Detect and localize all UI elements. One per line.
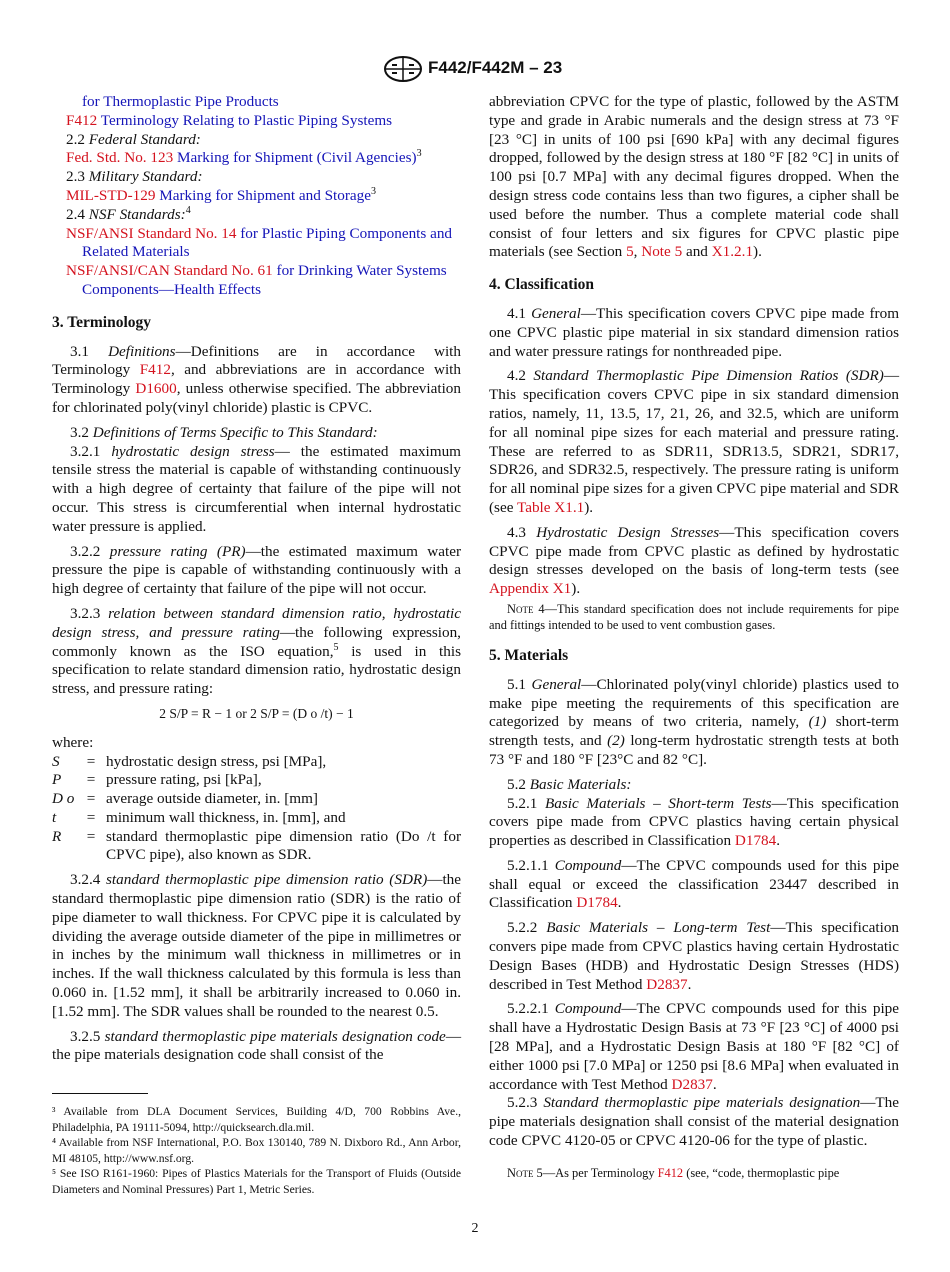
- ref-nsf-61: [52, 262, 461, 300]
- para-3-2-1: 3.2.1 hydrostatic design stress— the estimated maximum tensile stress the material is capable of withstanding continuously with a high degree of certainty that failure of the pipe will not occur. This stress is circumferential when internal hydrostatic water pressure is applied.: [52, 442, 461, 535]
- note-4: Note 4—This standard specification does not include requirements for pipe and fittings intended to be used to vent combustion gases.: [489, 601, 899, 632]
- para-5-2-3: 5.2.3 Standard thermoplastic pipe materials designation—The pipe materials designation shall consist of the material designation code CPVC 4120-05 or CPVC 4120-06 for the type of plastic.: [489, 1094, 899, 1150]
- link-appendix-x1[interactable]: Appendix X1: [489, 580, 572, 598]
- para-5-2-2: 5.2.2 Basic Materials – Long-term Test—This specification convers pipe made from CPVC plastics having certain Hydrostatic Design Bases (HDB) and Hydrostatic Design Stresses (HDS) described in Test Method D2837.: [489, 919, 900, 993]
- para-3-1: 3.1 Definitions—Definitions are in accordance with Terminology F412, and abbreviations are in accordance with Terminology D1600, unless otherwise specified. The abbreviation for chlorinated poly(vinyl chloride) plastic is CPVC.: [52, 342, 461, 416]
- document-id: F442/F442M – 23: [428, 58, 563, 77]
- link-note5-f412[interactable]: F412: [657, 1165, 684, 1180]
- astm-logo-icon: [383, 56, 423, 82]
- section-2-3: 2.3 Military Standard:: [66, 168, 203, 186]
- left-column: [52, 93, 461, 1071]
- link-d2837-b[interactable]: D2837: [671, 1075, 713, 1093]
- variable-row: P = pressure rating, psi [kPa],: [52, 771, 262, 789]
- para-3-2-5: 3.2.5 standard thermoplastic pipe materials designation code—the pipe materials designation code shall consist of the: [52, 1027, 461, 1064]
- ref-fed-std: Fed. Std. No. 123 Marking for Shipment (Civil Agencies)$^3$: [66, 148, 422, 167]
- link-d2837[interactable]: D2837: [646, 975, 688, 993]
- para-3-2-4: 3.2.4 standard thermoplastic pipe dimension ratio (SDR)—the standard thermoplastic pipe dimension ratio (SDR) is the ratio of pipe diameter to wall thickness. For CPVC pipe it is calculated by dividing the average outside diameter of the pipe in millimetres or in inches by the minimum wall thickness in millimetres or in inches. If the wall thickness calculated by this formula is less than 0.060 in. [1.52 mm], it shall be arbitrarily increased to 0.060 in. [1.52 mm]. The SDR values shall be rounded to the nearest 0.5.: [52, 871, 461, 1020]
- iso-equation: 2 S/P = R − 1 or 2 S/P = (D o /t) − 1: [159, 705, 354, 721]
- variable-row: S = hydrostatic design stress, psi [MPa],: [52, 752, 327, 770]
- link-d1784[interactable]: D1784: [734, 832, 777, 850]
- heading-classification: 4. Classification: [489, 276, 595, 294]
- ref-link[interactable]: for Thermoplastic Pipe Products: [82, 93, 279, 110]
- para-3-2: 3.2 Definitions of Terms Specific to This Standard:: [70, 423, 378, 441]
- para-4-1: 4.1 General—This specification covers CPVC pipe made from one CPVC plastic pipe material in six standard dimension ratios and water pressure ratings for nonthreaded pipe.: [489, 304, 900, 360]
- ref-fed-id[interactable]: Fed. Std. No. 123: [66, 149, 174, 167]
- para-4-2: 4.2 Standard Thermoplastic Pipe Dimension Ratios (SDR)—This specification covers CPVC pipe in six standard dimension ratios, namely, 11, 13.5, 17, 21, 26, and 32.5, which are uniform for all nominal pipe sizes for each material and pressure rating. These are referred to as SDR11, SDR13.5, SDR21, SDR17, SDR26, and SDR32.5, respectively. The pressure rating is uniform for all nominal pipe sizes for a given CPVC pipe material and SDR (see Table X1.1).: [489, 367, 899, 516]
- section-2-4: 2.4 NSF Standards:$^4$: [66, 204, 191, 223]
- ref-mil-std: MIL-STD-129 Marking for Shipment and Storage$^3$: [66, 185, 376, 204]
- page-header: [0, 56, 950, 84]
- page-number: 2: [471, 1221, 479, 1236]
- para-5-2-2-1: 5.2.2.1 Compound—The CPVC compounds used for this pipe shall have a Hydrostatic Design Basis at 73 °F [23 °C] of 4000 psi [28 MPa], and a Hydrostatic Design Basis at 180 °F [82 °C] of either 1000 psi [7.0 MPa] or 1250 psi [8.6 MPa] when evaluated in accordance with Test Method D2837.: [489, 1000, 900, 1093]
- link-table-x1-1[interactable]: Table X1.1: [516, 498, 585, 516]
- link-f412[interactable]: F412: [139, 361, 171, 379]
- note-5: Note 5—As per Terminology F412 (see, “code, thermoplastic pipe: [507, 1165, 840, 1180]
- where-label: where:: [52, 733, 94, 751]
- ref-fed-title[interactable]: Marking for Shipment (Civil Agencies): [176, 149, 417, 167]
- link-section-5[interactable]: 5: [626, 243, 634, 261]
- ref-nsf61-id[interactable]: NSF/ANSI/CAN Standard No. 61: [66, 262, 273, 280]
- ref-nsf14-id[interactable]: NSF/ANSI Standard No. 14: [66, 224, 237, 242]
- ref-f412-id[interactable]: F412: [66, 111, 98, 129]
- ref-f412: [52, 112, 461, 131]
- ref-nsf61-title[interactable]: for Drinking Water Systems Components—Health Effects: [82, 262, 447, 298]
- footnote-5: ⁵ See ISO R161-1960: Pipes of Plastics Materials for the Transport of Fluids (Outside Diameters and Nominal Pressures) Part 1, Metric Series.: [52, 1167, 461, 1196]
- para-4-3: 4.3 Hydrostatic Design Stresses—This specification covers CPVC pipe made from CPVC plastic as defined by hydrostatic design stresses developed on the basis of long-term tests (see Appendix X1).: [489, 523, 900, 598]
- section-2-2: 2.2 Federal Standard:: [66, 130, 201, 148]
- footnote-rule: [52, 1093, 148, 1094]
- link-x1-2-1[interactable]: X1.2.1: [711, 243, 754, 261]
- variable-row: D o = average outside diameter, in. [mm]: [52, 790, 318, 808]
- right-column: [489, 93, 899, 1187]
- para-3-2-5-continued: abbreviation CPVC for the type of plastic, followed by the ASTM type and grade in Arabic numerals and the design stress at 73 °F [23 °C] in units of 100 psi [690 kPa] with any decimal figures dropped, followed by the design stress at 180 °F [82 °C] in units of 100 psi [0.7 MPa] with any decimal figures dropped. When the design stress code contains less than two figures, a cipher shall be used before the number. Thus a complete material code shall consist of four letters and six figures for CPVC plastic pipe materials (see Section 5, Note 5 and X1.2.1).: [489, 93, 899, 261]
- heading-materials: 5. Materials: [489, 646, 569, 664]
- para-5-2: 5.2 Basic Materials:: [507, 775, 632, 793]
- heading-terminology: 3. Terminology: [52, 313, 152, 331]
- variable-row: R = standard thermoplastic pipe dimension ratio (Do /t for CPVC pipe), also known as SDR.: [52, 827, 461, 864]
- ref-mil-title[interactable]: Marking for Shipment and Storage: [159, 186, 371, 204]
- ref-mil-id[interactable]: MIL-STD-129: [66, 186, 156, 204]
- variable-definitions: [52, 753, 461, 866]
- ref-f412-title[interactable]: Terminology Relating to Plastic Piping Systems: [100, 111, 393, 129]
- footnote-3: ³ Available from DLA Document Services, Building 4/D, 700 Robbins Ave., Philadelphia, PA 19111-5094, http://quicksearch.dla.mil.: [52, 1105, 461, 1134]
- para-5-2-1-1: 5.2.1.1 Compound—The CPVC compounds used for this pipe shall equal or exceed the classification 23447 described in Classification D1784.: [489, 856, 900, 912]
- footnote-4: ⁴ Available from NSF International, P.O. Box 130140, 789 N. Dixboro Rd., Ann Arbor, MI 48105, http://www.nsf.org.: [52, 1136, 461, 1165]
- reference-continuation: [52, 93, 461, 112]
- link-note-5[interactable]: Note 5: [641, 243, 683, 261]
- ref-nsf14-title[interactable]: for Plastic Piping Components and Related Materials: [82, 224, 453, 261]
- para-5-1: 5.1 General—Chlorinated poly(vinyl chloride) plastics used to make pipe meeting the requirements of this specification are categorized by means of two criteria, namely, (1) short-term strength tests, and (2) long-term hydrostatic strength tests at both 73 °F and 180 °F [23°C and 82 °C].: [489, 675, 900, 768]
- ref-nsf-14: [52, 225, 461, 263]
- link-d1600[interactable]: D1600: [135, 380, 177, 398]
- para-5-2-1: 5.2.1 Basic Materials – Short-term Tests—This specification covers pipe made from CPVC plastics having certain physical properties as described in Classification D1784.: [489, 794, 900, 850]
- para-3-2-3: 3.2.3 relation between standard dimension ratio, hydrostatic design stress, and pressure rating—the following expression, commonly known as the ISO equation,$^5$ is used in this specification to relate standard dimension ratio, hydrostatic design stress, and pressure rating:: [52, 604, 462, 698]
- link-d1784-b[interactable]: D1784: [576, 894, 618, 912]
- variable-row: t = minimum wall thickness, in. [mm], and: [52, 808, 346, 826]
- para-3-2-2: 3.2.2 pressure rating (PR)—the estimated maximum water pressure the pipe is capable of withstanding continuously with a high degree of certainty that failure of the pipe will not occur.: [52, 542, 462, 598]
